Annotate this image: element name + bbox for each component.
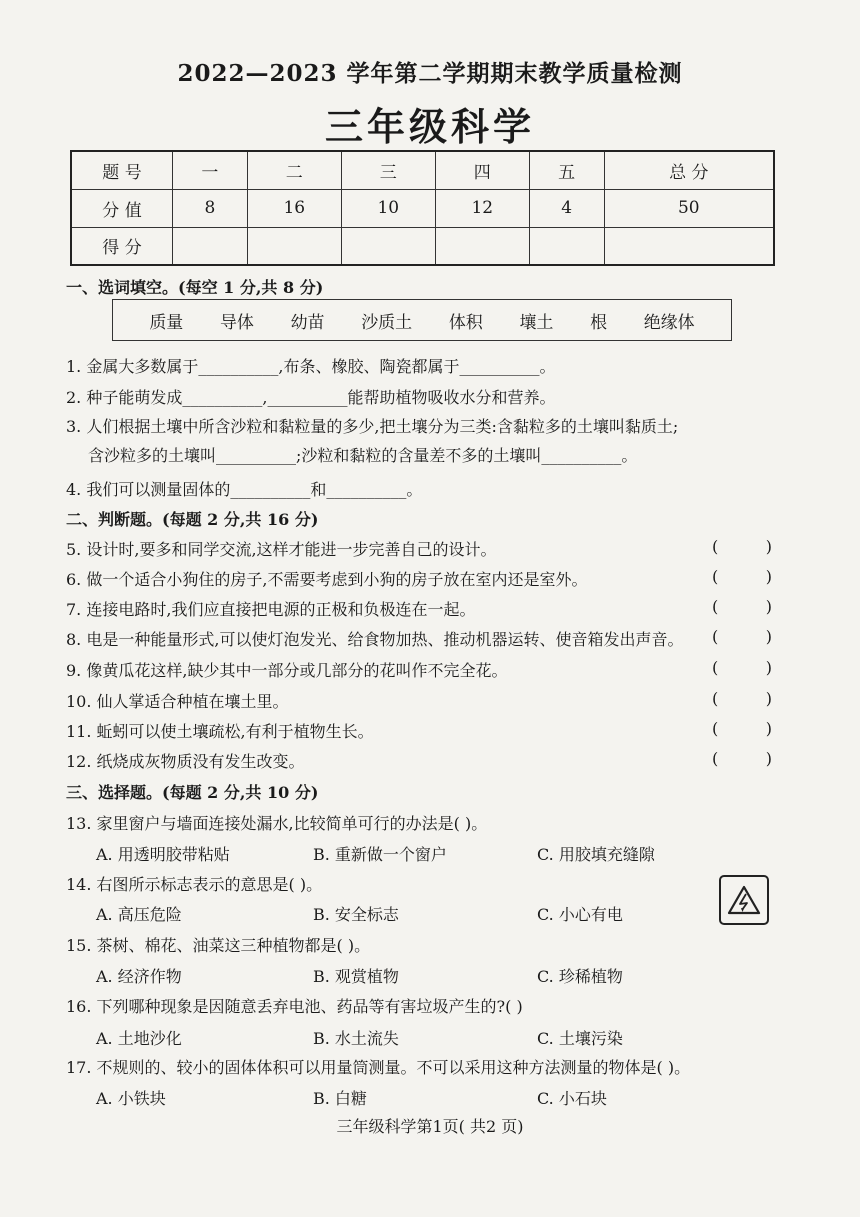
word-bank-item: 幼苗 (290, 312, 325, 333)
table-cell: 50 (604, 189, 774, 227)
table-cell: 16 (247, 189, 341, 227)
score-input-cell[interactable] (604, 227, 774, 265)
paren-close: ) (765, 689, 772, 708)
page-footer: 三年级科学第1页( 共2 页) (336, 1117, 524, 1136)
choice-q16-stem: 16. 下列哪种现象是因随意丢弃电池、药品等有害垃圾产生的?( ) (66, 997, 523, 1016)
table-cell: 分 值 (71, 189, 173, 227)
choice-q16-option-a: A. 土地沙化 (96, 1029, 182, 1048)
table-cell: 10 (341, 189, 435, 227)
answer-paren-5[interactable] (712, 537, 772, 556)
choice-q15-stem: 15. 茶树、棉花、油菜这三种植物都是( )。 (66, 936, 371, 955)
word-bank (112, 299, 732, 341)
paren-close: ) (765, 567, 772, 586)
table-cell: 五 (529, 151, 604, 189)
score-input-cell[interactable] (341, 227, 435, 265)
judge-item-8: 8. 电是一种能量形式,可以使灯泡发光、给食物加热、推动机器运转、使音箱发出声音。 (66, 630, 684, 649)
choice-q13-option-b: B. 重新做一个窗户 (313, 845, 447, 864)
judge-item-12: 12. 纸烧成灰物质没有发生改变。 (66, 752, 305, 771)
choice-q13-stem: 13. 家里窗户与墙面连接处漏水,比较简单可行的办法是( )。 (66, 814, 488, 833)
score-input-cell[interactable] (173, 227, 248, 265)
judge-item-9: 9. 像黄瓜花这样,缺少其中一部分或几部分的花叫作不完全花。 (66, 661, 508, 680)
paren-close: ) (765, 719, 772, 738)
paren-open: ( (712, 719, 719, 738)
paren-open: ( (712, 597, 719, 616)
score-input-cell[interactable] (529, 227, 604, 265)
paren-open: ( (712, 689, 719, 708)
answer-paren-12[interactable] (712, 749, 772, 768)
paren-open: ( (712, 749, 719, 768)
choice-q17-stem: 17. 不规则的、较小的固体体积可以用量筒测量。不可以采用这种方法测量的物体是( )。 (66, 1058, 691, 1077)
table-cell: 4 (529, 189, 604, 227)
question-3-line1: 3. 人们根据土壤中所含沙粒和黏粒量的多少,把土壤分为三类:含黏粒多的土壤叫黏质土; (66, 417, 679, 436)
score-table (70, 150, 775, 266)
answer-paren-10[interactable] (712, 689, 772, 708)
question-4: 4. 我们可以测量固体的__________和__________。 (66, 480, 423, 499)
paren-close: ) (765, 597, 772, 616)
choice-q13-option-a: A. 用透明胶带粘贴 (96, 845, 230, 864)
table-cell: 总 分 (604, 151, 774, 189)
exam-subject: 三年级科学 (324, 104, 535, 149)
choice-q14-option-c: C. 小心有电 (537, 905, 623, 924)
judge-item-5: 5. 设计时,要多和同学交流,这样才能进一步完善自己的设计。 (66, 540, 497, 559)
answer-paren-8[interactable] (712, 627, 772, 646)
choice-q17-option-a: A. 小铁块 (96, 1089, 166, 1108)
paren-open: ( (712, 658, 719, 677)
judge-item-10: 10. 仙人掌适合种植在壤土里。 (66, 692, 289, 711)
paren-close: ) (765, 749, 772, 768)
word-bank-item: 体积 (448, 312, 483, 333)
choice-q15-option-c: C. 珍稀植物 (537, 967, 623, 986)
paren-close: ) (765, 658, 772, 677)
exam-title: 2022—2023 学年第二学期期末教学质量检测 (177, 60, 683, 87)
score-row-header (71, 151, 774, 189)
answer-paren-9[interactable] (712, 658, 772, 677)
paren-open: ( (712, 627, 719, 646)
section1-heading: 一、选词填空。(每空 1 分,共 8 分) (66, 278, 324, 297)
choice-q14-option-b: B. 安全标志 (313, 905, 399, 924)
word-bank-item: 质量 (149, 312, 184, 333)
section3-heading: 三、选择题。(每题 2 分,共 10 分) (66, 783, 319, 802)
word-bank-item: 导体 (219, 312, 254, 333)
judge-item-6: 6. 做一个适合小狗住的房子,不需要考虑到小狗的房子放在室内还是室外。 (66, 570, 588, 589)
question-1: 1. 金属大多数属于__________,布条、橡胶、陶瓷都属于__________。 (66, 357, 556, 376)
score-row-obtained (71, 227, 774, 265)
choice-q13-option-c: C. 用胶填充缝隙 (537, 845, 655, 864)
word-bank-item: 壤土 (519, 312, 554, 333)
table-cell: 得 分 (71, 227, 173, 265)
choice-q15-option-b: B. 观赏植物 (313, 967, 399, 986)
score-input-cell[interactable] (435, 227, 529, 265)
table-cell: 三 (341, 151, 435, 189)
high-voltage-warning-icon (719, 875, 769, 925)
choice-q15-option-a: A. 经济作物 (96, 967, 182, 986)
choice-q14-stem: 14. 右图所示标志表示的意思是( )。 (66, 875, 323, 894)
paren-open: ( (712, 537, 719, 556)
paren-close: ) (765, 627, 772, 646)
table-cell: 题 号 (71, 151, 173, 189)
word-bank-item: 根 (590, 312, 608, 333)
table-cell: 12 (435, 189, 529, 227)
score-row-values (71, 189, 774, 227)
word-bank-item: 绝缘体 (643, 312, 695, 333)
question-3-line2: 含沙粒多的土壤叫__________;沙粒和黏粒的含量差不多的土壤叫__________。 (88, 446, 638, 465)
table-cell: 四 (435, 151, 529, 189)
word-bank-item: 沙质土 (361, 312, 413, 333)
choice-q17-option-b: B. 白糖 (313, 1089, 367, 1108)
table-cell: 一 (173, 151, 248, 189)
question-2: 2. 种子能萌发成__________,__________能帮助植物吸收水分和营养。 (66, 388, 556, 407)
answer-paren-6[interactable] (712, 567, 772, 586)
score-input-cell[interactable] (247, 227, 341, 265)
paren-close: ) (765, 537, 772, 556)
answer-paren-11[interactable] (712, 719, 772, 738)
choice-q16-option-b: B. 水土流失 (313, 1029, 399, 1048)
judge-item-7: 7. 连接电路时,我们应直接把电源的正极和负极连在一起。 (66, 600, 476, 619)
table-cell: 二 (247, 151, 341, 189)
section2-heading: 二、判断题。(每题 2 分,共 16 分) (66, 510, 319, 529)
choice-q16-option-c: C. 土壤污染 (537, 1029, 623, 1048)
answer-paren-7[interactable] (712, 597, 772, 616)
judge-item-11: 11. 蚯蚓可以使土壤疏松,有利于植物生长。 (66, 722, 374, 741)
choice-q17-option-c: C. 小石块 (537, 1089, 607, 1108)
paren-open: ( (712, 567, 719, 586)
table-cell: 8 (173, 189, 248, 227)
warning-triangle-icon (727, 885, 761, 915)
choice-q14-option-a: A. 高压危险 (96, 905, 182, 924)
